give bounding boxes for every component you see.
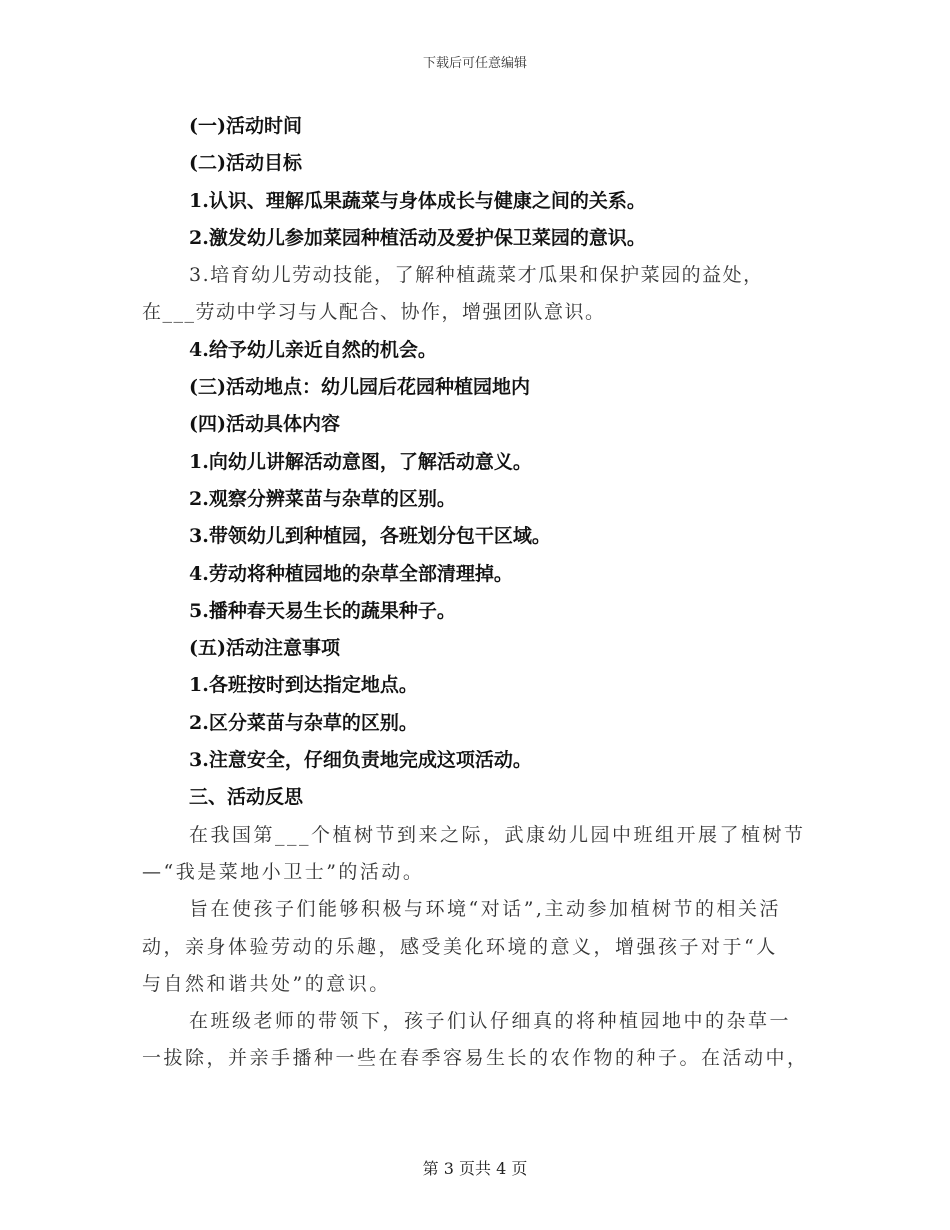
list-item: 3.带领幼儿到种植园，各班划分包干区域。: [189, 525, 551, 548]
paragraph-line: 动，亲身体验劳动的乐趣，感受美化环境的意义，增强孩子对于“人: [142, 935, 778, 958]
paragraph-line: 一拔除，并亲手播种一些在春季容易生长的农作物的种子。在活动中，: [142, 1047, 809, 1070]
list-item: 2.区分菜苗与杂草的区别。: [189, 711, 418, 734]
list-item: 2.观察分辨菜苗与杂草的区别。: [189, 487, 456, 510]
list-item: 5.播种春天易生长的蔬果种子。: [189, 599, 456, 622]
list-item: 3.注意安全，仔细负责地完成这项活动。: [189, 749, 532, 772]
list-item: 4.给予幼儿亲近自然的机会。: [189, 338, 437, 361]
page-header: 下载后可任意编辑: [422, 56, 527, 71]
list-item: 1.认识、理解瓜果蔬菜与身体成长与健康之间的关系。: [189, 189, 646, 212]
list-item-continuation: 在___劳动中学习与人配合、协作，增强团队意识。: [142, 301, 606, 324]
list-item: 1.各班按时到达指定地点。: [189, 674, 418, 697]
document-body: [142, 108, 810, 1078]
paragraph-line: —“我是菜地小卫士”的活动。: [142, 860, 425, 883]
paragraph-line: 旨在使孩子们能够积极与环境“对话”,主动参加植树节的相关活: [189, 898, 781, 921]
list-item: 3.培育幼儿劳动技能，了解种植蔬菜才瓜果和保护菜园的益处，: [189, 264, 764, 287]
section-heading: (一)活动时间: [189, 115, 302, 137]
section-heading: (二)活动目标: [189, 152, 302, 175]
section-heading: 三、活动反思: [189, 786, 304, 809]
paragraph-line: 在我国第___个植树节到来之际，武康幼儿园中班组开展了植树节: [189, 823, 806, 846]
list-item: 1.向幼儿讲解活动意图，了解活动意义。: [189, 450, 532, 473]
paragraph-line: 在班级老师的带领下，孩子们认仔细真的将种植园地中的杂草一: [189, 1010, 792, 1033]
list-item: 4.劳动将种植园地的杂草全部清理掉。: [189, 562, 513, 585]
section-heading: (四)活动具体内容: [189, 413, 340, 436]
paragraph-line: 与自然和谐共处”的意识。: [142, 972, 391, 995]
section-heading: (五)活动注意事项: [189, 637, 340, 660]
section-heading: (三)活动地点：幼儿园后花园种植园地内: [189, 376, 530, 399]
list-item: 2.激发幼儿参加菜园种植活动及爱护保卫菜园的意识。: [189, 226, 646, 249]
page-number: 第 3 页共 4 页: [422, 1159, 528, 1178]
